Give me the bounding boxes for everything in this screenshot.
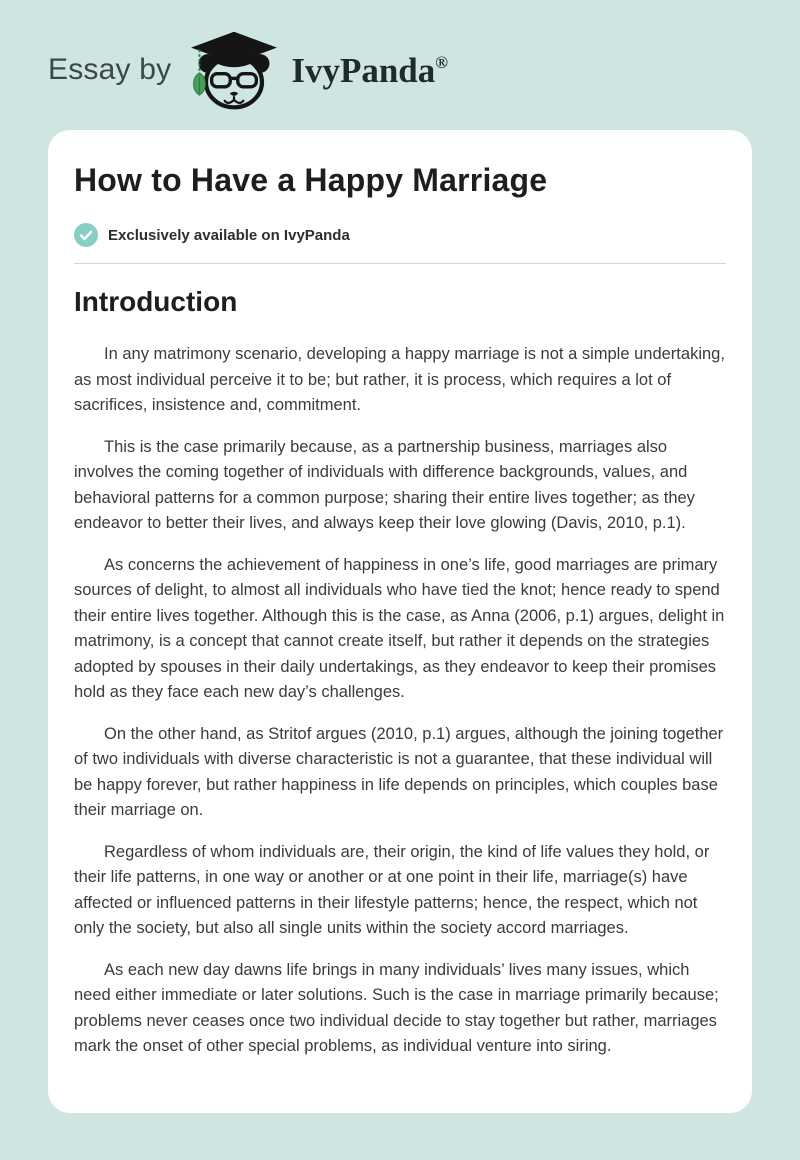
divider: [74, 263, 726, 264]
section-heading-introduction: Introduction: [74, 286, 238, 317]
essay-paragraph: On the other hand, as Stritof argues (2010, p.1) argues, although the joining together of two individuals with diverse characteristic is not a guarantee, that these individual will be happy forever, but rather happiness in life depends on principles, which couples base their marriage on.: [74, 724, 724, 819]
essay-by-label: Essay by: [48, 53, 172, 86]
panda-graduate-icon: [187, 28, 281, 112]
checkmark-icon: [74, 223, 98, 247]
essay-paragraph: As concerns the achievement of happiness in one’s life, good marriages are primary sources of delight, to almost all individuals who have tied the knot; hence ready to spend their entire lives together. Although this is the case, as Anna (2006, p.1) argues, delight in matrimony, is a concept that cannot create itself, but rather it depends on the strategies adopted by spouses in their daily undertakings, as they endeavor to keep their promises hold as they face each new day’s challenges.: [74, 555, 725, 701]
brand-name: [291, 50, 448, 90]
essay-card: [48, 130, 752, 1113]
registered-mark: ®: [435, 52, 448, 72]
essay-paragraph: Regardless of whom individuals are, their origin, the kind of life values they hold, or their life patterns, in one way or another or at one point in their life, marriage(s) have affected or influenced patterns in their lifestyle patterns; hence, the respect, which not only the society, but also all single units within the society accord marriages.: [74, 842, 710, 937]
essay-title: How to Have a Happy Marriage: [74, 162, 548, 198]
availability-badge: [74, 223, 726, 247]
essay-paragraph: As each new day dawns life brings in many individuals’ lives many issues, which need either immediate or later solutions. Such is the case in marriage primarily because; problems never ceases once two individual decide to stay together but rather, marriages mark the onset of other special problems, as individual venture into siring.: [74, 960, 719, 1055]
brand-text: IvyPanda: [291, 50, 436, 90]
availability-text: Exclusively available on IvyPanda: [108, 226, 350, 244]
essay-paragraph: In any matrimony scenario, developing a happy marriage is not a simple undertaking, as most individual perceive it to be; but rather, it is process, which requires a lot of sacrifices, insistence and, commitment.: [74, 345, 725, 414]
page-header: [0, 0, 800, 114]
essay-paragraph: This is the case primarily because, as a partnership business, marriages also involves the coming together of individuals with difference backgrounds, values, and behavioral patterns for a common purpose; sharing their entire lives together; as they endeavor to better their lives, and always keep their love glowing (Davis, 2010, p.1).: [74, 437, 695, 532]
